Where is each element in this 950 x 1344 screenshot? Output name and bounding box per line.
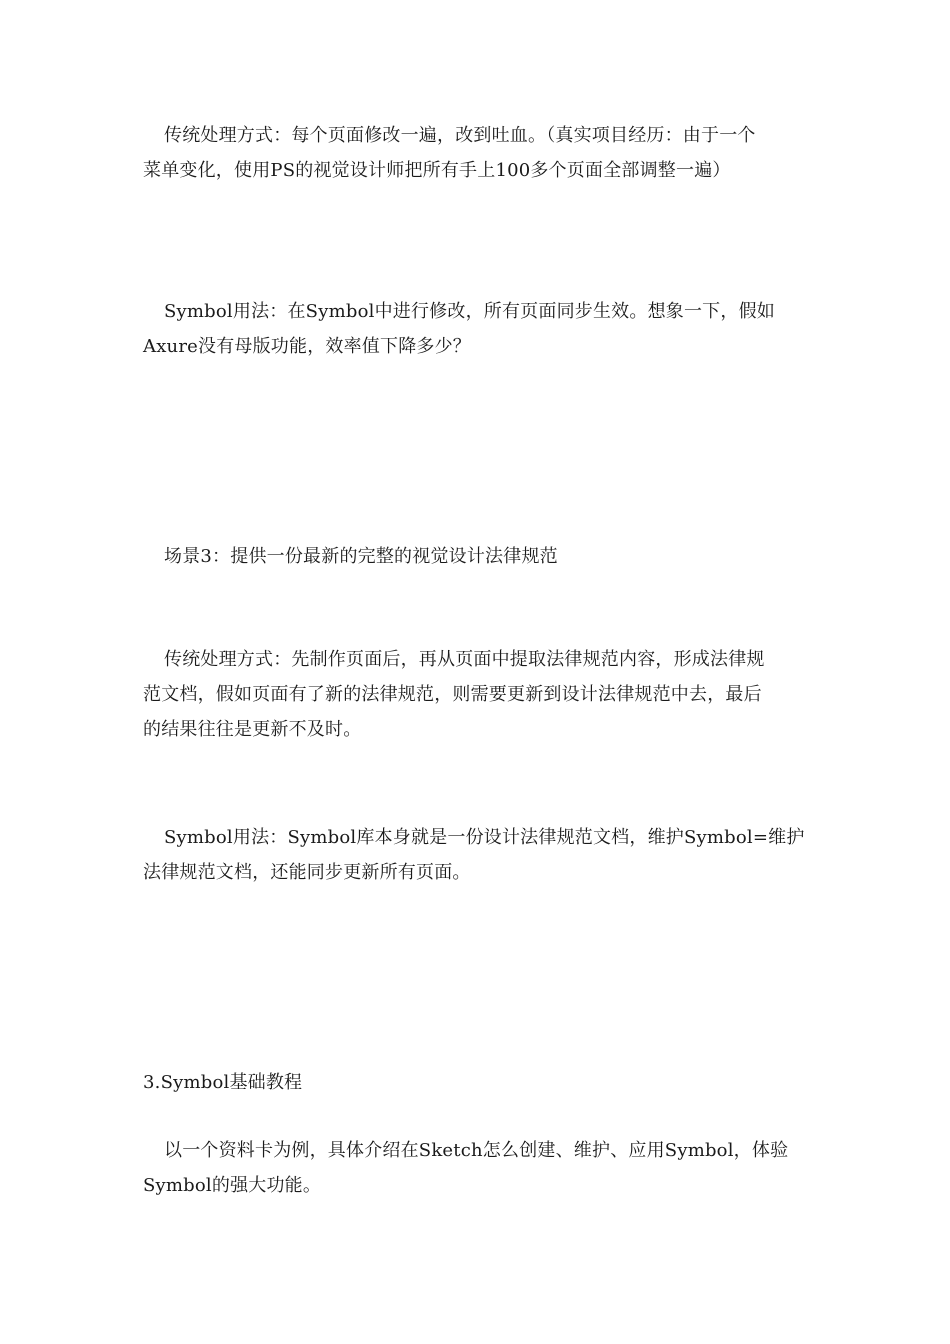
paragraph-scenario-3 xyxy=(143,539,811,574)
text-line: Axure没有母版功能，效率值下降多少？ xyxy=(143,336,471,357)
text-line: 以一个资料卡为例，具体介绍在Sketch怎么创建、维护、应用Symbol，体验 xyxy=(164,1140,789,1161)
text-line: 法律规范文档，还能同步更新所有页面。 xyxy=(143,862,471,883)
text-line: 菜单变化，使用PS的视觉设计师把所有手上100多个页面全部调整一遍） xyxy=(143,160,731,181)
text-line: Symbol的强大功能。 xyxy=(143,1175,322,1196)
text-line: Symbol用法：在Symbol中进行修改，所有页面同步生效。想象一下，假如 xyxy=(164,301,775,322)
text-line: 的结果往往是更新不及时。 xyxy=(143,719,362,740)
paragraph-tutorial-intro xyxy=(143,1133,811,1203)
text-line: Symbol用法：Symbol库本身就是一份设计法律规范文档，维护Symbol=维护 xyxy=(164,827,805,848)
paragraph-symbol-usage-2 xyxy=(143,820,811,890)
section-heading xyxy=(143,1065,811,1100)
paragraph-traditional-method-2 xyxy=(143,642,811,747)
paragraph-traditional-method-1 xyxy=(143,118,811,188)
text-line: 范文档，假如页面有了新的法律规范，则需要更新到设计法律规范中去，最后 xyxy=(143,684,762,705)
paragraph-symbol-usage-1 xyxy=(143,294,811,364)
text-line: 传统处理方式：每个页面修改一遍，改到吐血。（真实项目经历：由于一个 xyxy=(164,125,756,146)
text-line: 3.Symbol基础教程 xyxy=(143,1072,303,1093)
text-line: 传统处理方式：先制作页面后，再从页面中提取法律规范内容，形成法律规 xyxy=(164,649,765,670)
text-line: 场景3：提供一份最新的完整的视觉设计法律规范 xyxy=(164,546,558,567)
